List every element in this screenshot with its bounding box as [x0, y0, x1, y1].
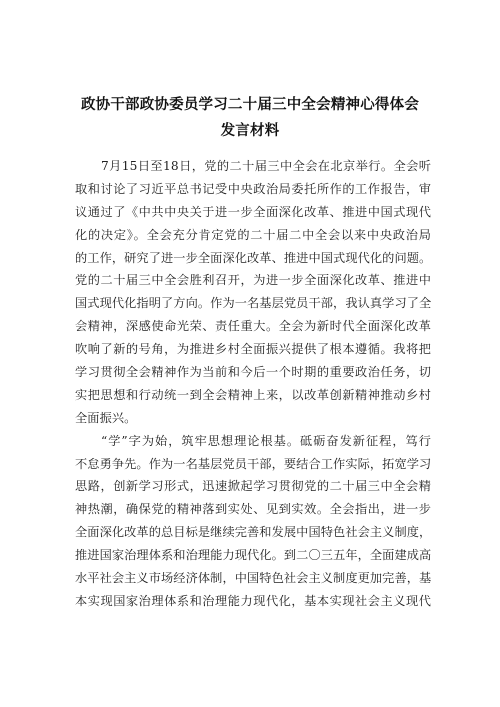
text-line: 化的决定》。全会充分肯定党的二十届二中全会以来中央政治局	[75, 227, 431, 242]
document-body	[75, 155, 431, 613]
text-line: 本实现国家治理体系和治理能力现代化，基本实现社会主义现代	[75, 593, 431, 608]
text-line: 会精神，深感使命光荣、责任重大。全会为新时代全面深化改革	[75, 319, 431, 334]
text-line: 实把思想和行动统一到全会精神上来，以改革创新精神推动乡村	[75, 387, 431, 402]
text-line: 推进国家治理体系和治理能力现代化。到二〇三五年，全面建成高	[75, 548, 432, 563]
text-line: 的工作，研究了进一步全面深化改革、推进中国式现代化的问题。	[75, 250, 432, 265]
document-title: 政协干部政协委员学习二十届三中全会精神心得体会	[80, 97, 420, 113]
paragraph-1	[75, 155, 431, 430]
text-line: 议通过了《中共中央关于进一步全面深化改革、推进中国式现代	[75, 204, 431, 219]
text-line: 全面深化改革的总目标是继续完善和发展中国特色社会主义制度，	[75, 525, 432, 540]
text-line: 取和讨论了习近平总书记受中央政治局委托所作的工作报告，审	[75, 181, 431, 196]
paragraph-2	[75, 430, 431, 613]
text-line: 党的二十届三中全会胜利召开，为进一步全面深化改革、推进中	[75, 273, 431, 288]
text-line: 7月15日至18日，党的二十届三中全会在北京举行。全会听	[101, 159, 431, 173]
text-line: 学习贯彻全会精神作为当前和今后一个时期的重要政治任务，切	[75, 365, 431, 380]
document-subtitle: 发言材料	[220, 123, 280, 139]
text-line: “学”字为始，筑牢思想理论根基。砥砺奋发新征程，笃行	[101, 433, 431, 448]
text-line: 思路，创新学习形式，迅速掀起学习贯彻党的二十届三中全会精	[75, 479, 431, 494]
text-line: 神热潮，确保党的精神落到实处、见到实效。全会指出，进一步	[75, 502, 431, 517]
text-line: 全面振兴。	[75, 410, 137, 425]
text-line: 国式现代化指明了方向。作为一名基层党员干部，我认真学习了全	[75, 296, 432, 311]
text-line: 不怠勇争先。作为一名基层党员干部，要结合工作实际，拓宽学习	[75, 456, 432, 471]
text-line: 水平社会主义市场经济体制，中国特色社会主义制度更加完善，基	[75, 571, 432, 586]
text-line: 吹响了新的号角，为推进乡村全面振兴提供了根本遵循。我将把	[75, 342, 431, 357]
